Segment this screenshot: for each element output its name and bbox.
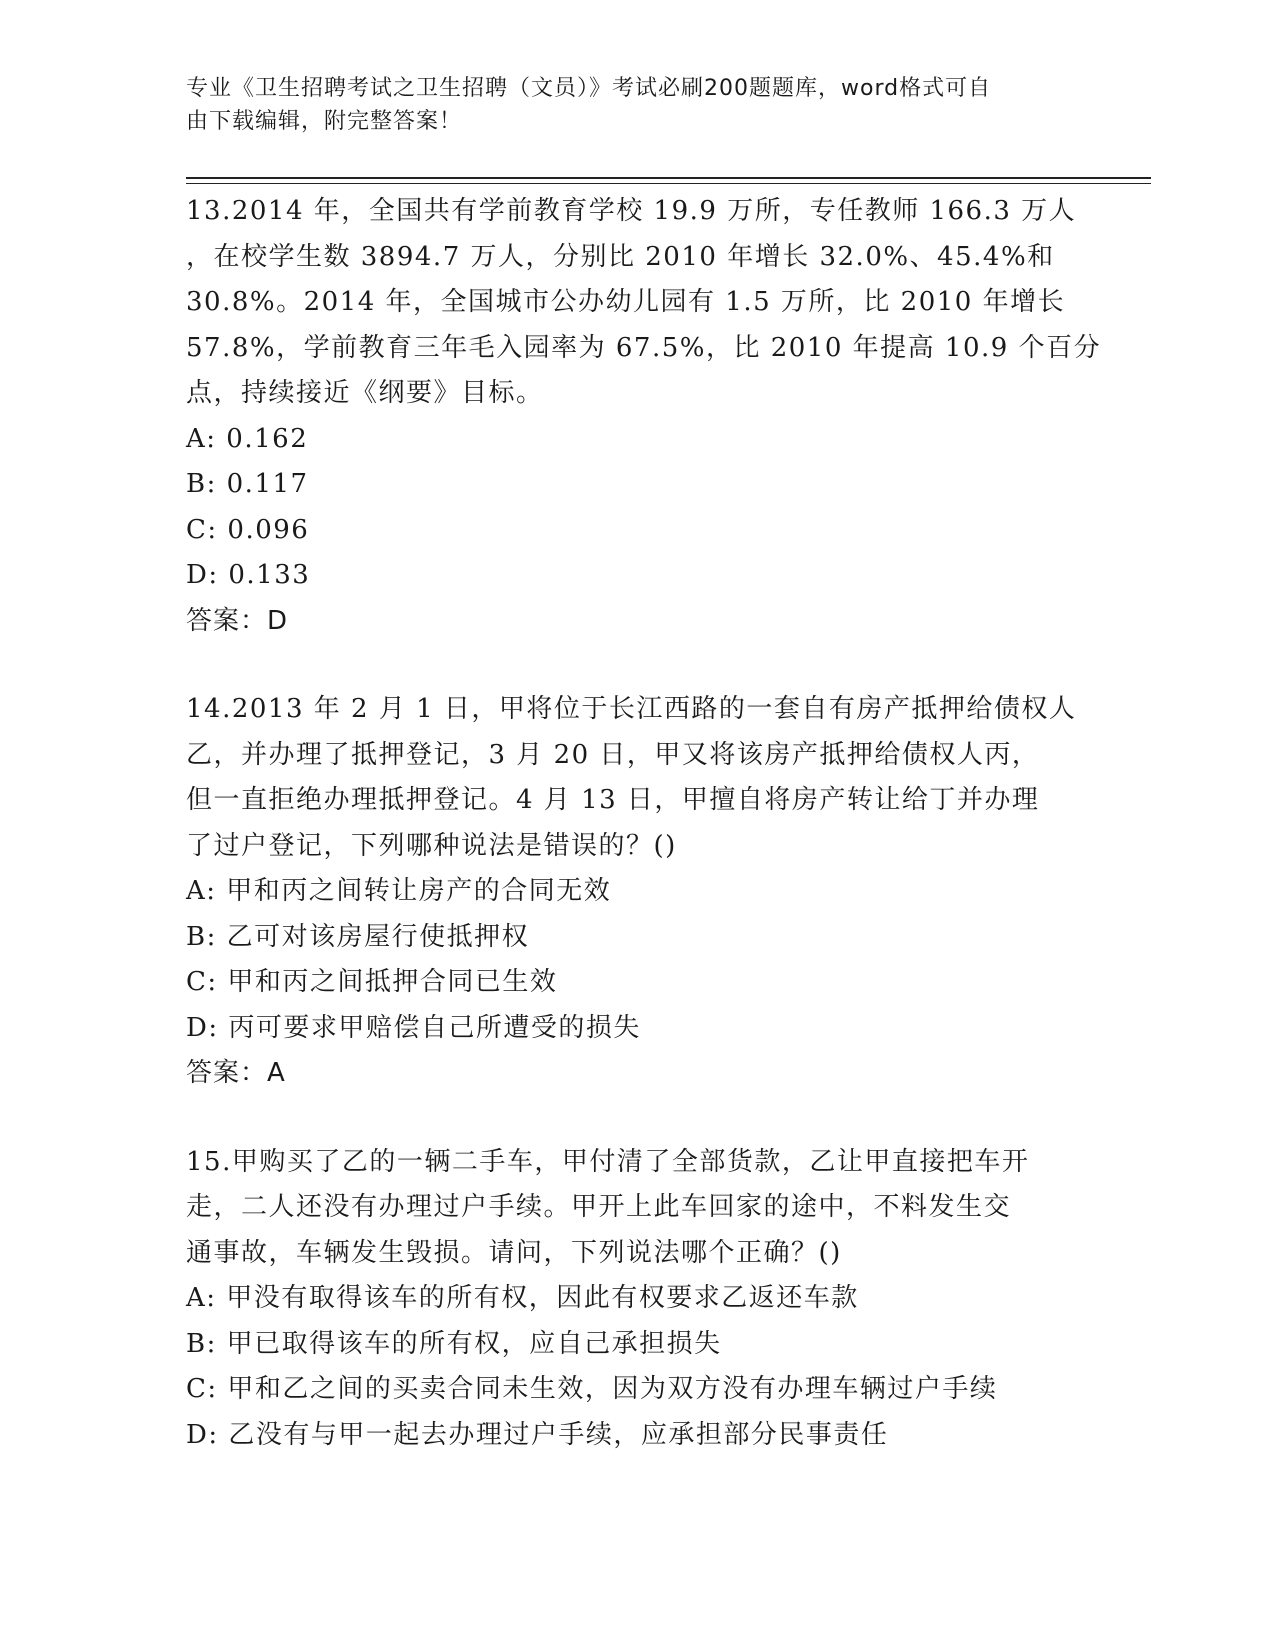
header-divider-thick [186, 177, 1151, 179]
stem-line: 30.8%。2014 年，全国城市公办幼儿园有 1.5 万所，比 2010 年增长 [186, 287, 1066, 317]
stem-line: 14.2013 年 2 月 1 日，甲将位于长江西路的一套自有房产抵押给债权人 [186, 694, 1077, 724]
header-line-2: 由下载编辑，附完整答案！ [186, 109, 463, 134]
stem-line: 走，二人还没有办理过户手续。甲开上此车回家的途中，不料发生交 [186, 1192, 1012, 1222]
question-spacer [186, 644, 1086, 687]
stem-line: 15.甲购买了乙的一辆二手车，甲付清了全部货款，乙让甲直接把车开 [186, 1146, 1030, 1177]
stem-line: 13.2014 年，全国共有学前教育学校 19.9 万所，专任教师 166.3 万人 [186, 196, 1077, 226]
question-14 [186, 687, 1086, 1097]
header-line-1: 专业《卫生招聘考试之卫生招聘（文员）》考试必刷200题题库，word格式可自 [186, 76, 992, 101]
stem-line: ，在校学生数 3894.7 万人，分别比 2010 年增长 32.0%、45.4%和 [186, 241, 1055, 272]
document-header [186, 72, 1066, 138]
option-c: C: 0.096 [186, 514, 310, 545]
question-13 [186, 189, 1102, 644]
stem-line: 57.8%，学前教育三年毛入园率为 67.5%，比 2010 年提高 10.9 个百分 [186, 332, 1102, 363]
option-a: A: 甲没有取得该车的所有权，因此有权要求乙返还车款 [186, 1283, 859, 1313]
stem-line: 通事故，车辆发生毁损。请问，下列说法哪个正确？() [186, 1237, 842, 1268]
stem-line: 乙，并办理了抵押登记，3 月 20 日，甲又将该房产抵押给债权人丙， [186, 739, 1040, 770]
stem-line: 但一直拒绝办理抵押登记。4 月 13 日，甲擅自将房产转让给丁并办理 [186, 785, 1040, 815]
header-divider-thin [186, 183, 1151, 184]
option-a: A: 甲和丙之间转让房产的合同无效 [186, 876, 612, 906]
option-d: D: 0.133 [186, 560, 311, 590]
option-c: C: 甲和乙之间的买卖合同未生效，因为双方没有办理车辆过户手续 [186, 1374, 998, 1404]
option-d: D: 丙可要求甲赔偿自己所遭受的损失 [186, 1012, 641, 1043]
question-stem [186, 687, 1086, 869]
question-spacer [186, 1097, 1086, 1140]
question-stem [186, 1140, 1086, 1277]
question-list [186, 189, 1102, 1458]
option-c: C: 甲和丙之间抵押合同已生效 [186, 967, 558, 997]
stem-line: 了过户登记，下列哪种说法是错误的？() [186, 830, 677, 861]
option-b: B: 0.117 [186, 469, 309, 499]
question-stem [186, 189, 1102, 417]
stem-line: 点，持续接近《纲要》目标。 [186, 378, 544, 408]
option-d: D: 乙没有与甲一起去办理过户手续，应承担部分民事责任 [186, 1419, 889, 1450]
question-15 [186, 1140, 1086, 1459]
option-b: B: 乙可对该房屋行使抵押权 [186, 921, 530, 952]
answer-label: 答案：D [186, 605, 289, 636]
answer-label: 答案：A [186, 1058, 286, 1088]
option-b: B: 甲已取得该车的所有权，应自己承担损失 [186, 1328, 722, 1359]
option-a: A: 0.162 [186, 423, 309, 454]
